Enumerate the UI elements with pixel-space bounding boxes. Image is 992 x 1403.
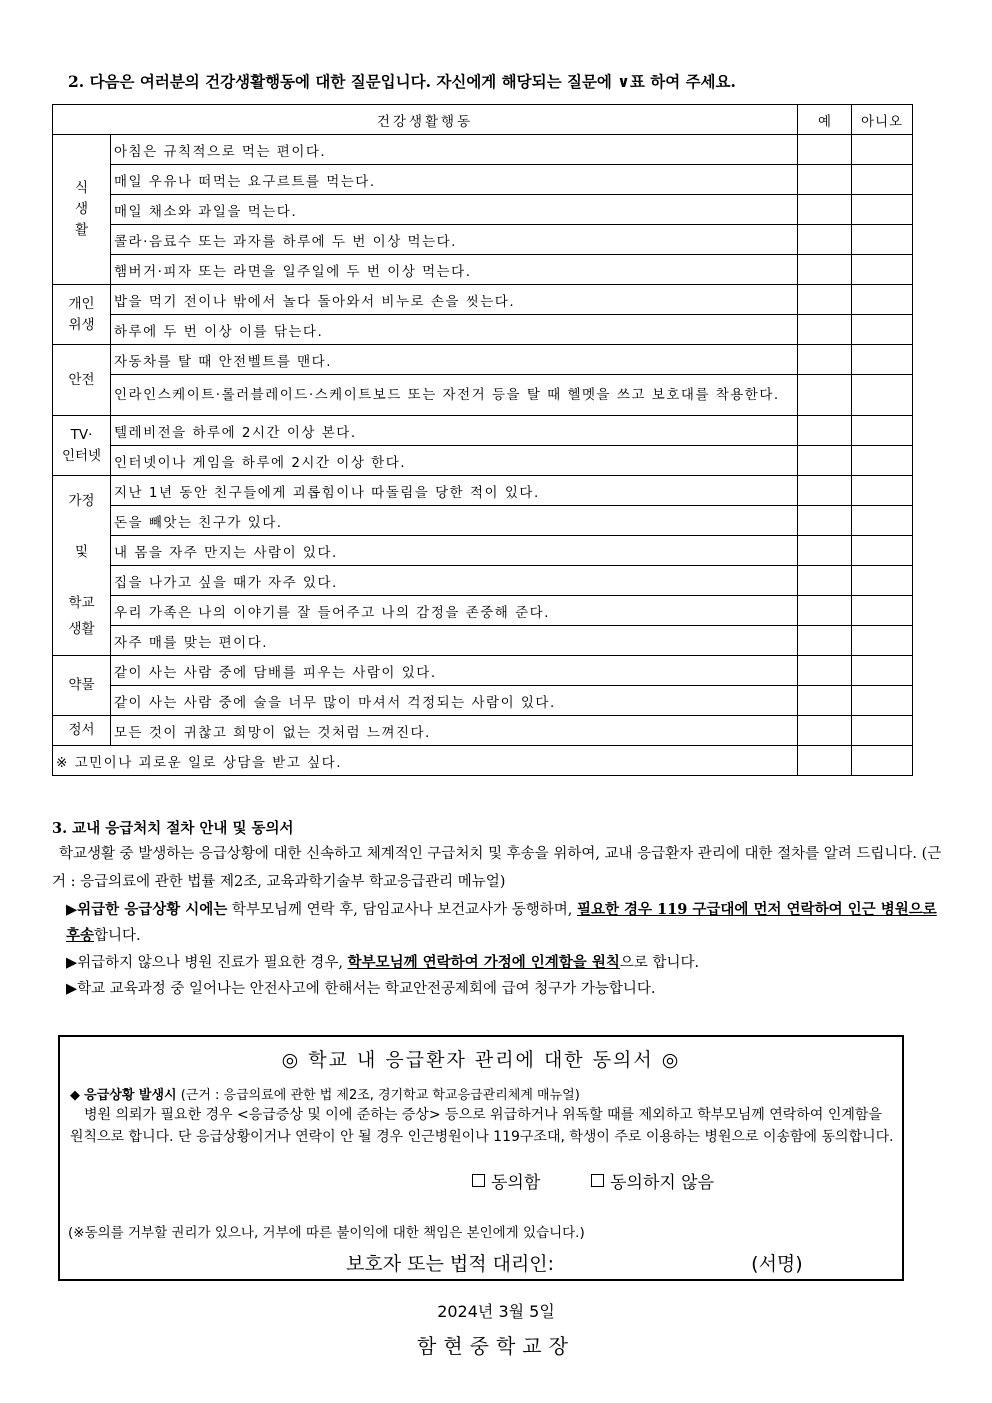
table-row [53,315,913,345]
question-cell: 모든 것이 귀찮고 희망이 없는 것처럼 느껴진다. [111,716,798,746]
header-no: 아니오 [852,105,913,135]
question-cell: 돈을 빼앗는 친구가 있다. [111,506,798,536]
question-cell: 내 몸을 자주 만지는 사람이 있다. [111,536,798,566]
table-row [53,255,913,285]
checkbox-icon [472,1174,485,1187]
table-row [53,536,913,566]
no-checkbox-cell[interactable] [852,135,913,165]
question-cell: 텔레비전을 하루에 2시간 이상 본다. [111,416,798,446]
question-cell: 같이 사는 사람 중에 담배를 피우는 사람이 있다. [111,656,798,686]
sign-label: (서명) [751,1253,803,1275]
no-checkbox-cell[interactable] [852,416,913,446]
yes-checkbox-cell[interactable] [798,746,852,776]
no-checkbox-cell[interactable] [852,255,913,285]
yes-checkbox-cell[interactable] [798,656,852,686]
question-cell: 같이 사는 사람 중에 술을 너무 많이 마셔서 걱정되는 사람이 있다. [111,686,798,716]
question-cell: 지난 1년 동안 친구들에게 괴롭힘이나 따돌림을 당한 적이 있다. [111,476,798,506]
yes-checkbox-cell[interactable] [798,536,852,566]
no-checkbox-cell[interactable] [852,375,913,416]
school-principal: 함현중학교장 [417,1334,575,1358]
table-row [53,596,913,626]
question-cell: 자주 매를 맞는 편이다. [111,626,798,656]
no-checkbox-cell[interactable] [852,195,913,225]
header-yes: 예 [798,105,852,135]
yes-checkbox-cell[interactable] [798,596,852,626]
table-row [53,716,913,746]
table-row [53,285,913,315]
question-cell: 밥을 먹기 전이나 밖에서 놀다 돌아와서 비누로 손을 씻는다. [111,285,798,315]
table-row [53,195,913,225]
agree-checkbox[interactable]: 동의함 [472,1173,540,1193]
arrow-icon: ▶ [66,981,78,997]
question-cell: 인터넷이나 게임을 하루에 2시간 이상 한다. [111,446,798,476]
yes-checkbox-cell[interactable] [798,195,852,225]
no-checkbox-cell[interactable] [852,656,913,686]
yes-checkbox-cell[interactable] [798,345,852,375]
table-row [53,746,913,776]
diamond-bullet-icon: ◆ [70,1088,80,1103]
health-behavior-table [52,104,913,776]
arrow-icon: ▶ [66,955,78,971]
table-row [53,345,913,375]
question-cell: 인라인스케이트·롤러블레이드·스케이트보드 또는 자전거 등을 탈 때 헬멧을 쓰고 보호대를 착용한다. [111,375,798,416]
question-cell: 콜라·음료수 또는 과자를 하루에 두 번 이상 먹는다. [111,225,798,255]
category-tv-internet: TV· 인터넷 [53,416,111,476]
category-safety: 안전 [53,345,111,416]
no-checkbox-cell[interactable] [852,596,913,626]
table-row [53,686,913,716]
consent-form-box [58,1035,904,1281]
table-row [53,656,913,686]
no-checkbox-cell[interactable] [852,315,913,345]
no-checkbox-cell[interactable] [852,506,913,536]
yes-checkbox-cell[interactable] [798,135,852,165]
yes-checkbox-cell[interactable] [798,446,852,476]
consent-basis: ◆ 응급상황 발생시 (근거 : 응급의료에 관한 법 제2조, 경기학교 학교응급관리체계 매뉴얼) [70,1088,580,1103]
yes-checkbox-cell[interactable] [798,626,852,656]
question-cell: 자동차를 탈 때 안전벨트를 맨다. [111,345,798,375]
table-row [53,135,913,165]
yes-checkbox-cell[interactable] [798,375,852,416]
table-row [53,375,913,416]
yes-checkbox-cell[interactable] [798,315,852,345]
header-activity: 건강생활행동 [53,105,798,135]
no-checkbox-cell[interactable] [852,566,913,596]
document-date: 2024년 3월 5일 [437,1302,555,1321]
bullet-non-emergency: ▶위급하지 않으나 병원 진료가 필요한 경우, 학부모님께 연락하여 가정에 인계함을 원칙으로 합니다. [66,954,700,971]
table-row [53,165,913,195]
category-diet: 식 생 활 [53,135,111,285]
yes-checkbox-cell[interactable] [798,686,852,716]
consent-body: 병원 의뢰가 필요한 경우 <응급증상 및 이에 준하는 증상> 등으로 위급하거나 위독할 때를 제외하고 학부모님께 연락하여 인계함을 원칙으로 합니다. 단 응급상황이거나 연락이 안 될 경우 인근병원이나 119구조대, 학생이 주로 이용하는 병원으로 이송함에 동의합니다. [70,1107,894,1145]
category-drugs: 약물 [53,656,111,716]
yes-checkbox-cell[interactable] [798,506,852,536]
section-3-intro: 학교생활 중 발생하는 응급상황에 대한 신속하고 체계적인 구급처치 및 후송을 위하여, 교내 응급환자 관리에 대한 절차를 알려 드립니다. (근거 : 응급의료에 관한 법률 제2조, 교육과학기술부 학교응급관리 메뉴얼) [52,846,942,890]
no-checkbox-cell[interactable] [852,345,913,375]
consent-notice: (※동의를 거부할 권리가 있으나, 거부에 따른 불이익에 대한 책임은 본인에게 있습니다.) [68,1225,585,1241]
yes-checkbox-cell[interactable] [798,225,852,255]
category-family-school: 가정 및 학교 생활 [53,476,111,656]
question-cell: 매일 채소와 과일을 먹는다. [111,195,798,225]
no-checkbox-cell[interactable] [852,626,913,656]
checkbox-icon [591,1174,604,1187]
question-cell: 햄버거·피자 또는 라면을 일주일에 두 번 이상 먹는다. [111,255,798,285]
section-3-title: 3. 교내 응급처치 절차 안내 및 동의서 [52,820,294,837]
question-cell: 집을 나가고 싶을 때가 자주 있다. [111,566,798,596]
consent-title: ◎ 학교 내 응급환자 관리에 대한 동의서 ◎ [281,1049,681,1071]
yes-checkbox-cell[interactable] [798,285,852,315]
signature-row [346,1249,803,1276]
counseling-note: ※ 고민이나 괴로운 일로 상담을 받고 싶다. [53,746,798,776]
disagree-checkbox[interactable]: 동의하지 않음 [591,1173,714,1193]
no-checkbox-cell[interactable] [852,716,913,746]
no-checkbox-cell[interactable] [852,225,913,255]
signer-label: 보호자 또는 법적 대리인: [346,1253,555,1275]
category-hygiene: 개인 위생 [53,285,111,345]
table-row [53,446,913,476]
no-checkbox-cell[interactable] [852,446,913,476]
table-row [53,225,913,255]
no-checkbox-cell[interactable] [852,165,913,195]
bullet-emergency: ▶위급한 응급상황 시에는 학부모님께 연락 후, 담임교사나 보건교사가 동행하며, 필요한 경우 119 구급대에 먼저 연락하여 인근 병원으로 후송합니다. [66,901,937,944]
yes-checkbox-cell[interactable] [798,165,852,195]
table-row [53,506,913,536]
yes-checkbox-cell[interactable] [798,716,852,746]
no-checkbox-cell[interactable] [852,686,913,716]
question-cell: 우리 가족은 나의 이야기를 잘 들어주고 나의 감정을 존중해 준다. [111,596,798,626]
no-checkbox-cell[interactable] [852,285,913,315]
table-row [53,416,913,446]
no-checkbox-cell[interactable] [852,746,913,776]
question-cell: 하루에 두 번 이상 이를 닦는다. [111,315,798,345]
no-checkbox-cell[interactable] [852,476,913,506]
no-checkbox-cell[interactable] [852,536,913,566]
arrow-icon: ▶ [66,902,78,918]
yes-checkbox-cell[interactable] [798,566,852,596]
table-row [53,626,913,656]
question-cell: 매일 우유나 떠먹는 요구르트를 먹는다. [111,165,798,195]
yes-checkbox-cell[interactable] [798,416,852,446]
category-emotion: 정서 [53,716,111,746]
table-header-row [53,105,913,135]
section-2-title: 2. 다음은 여러분의 건강생활행동에 대한 질문입니다. 자신에게 해당되는 질문에 ∨표 하여 주세요. [68,72,736,91]
table-row [53,476,913,506]
yes-checkbox-cell[interactable] [798,476,852,506]
question-cell: 아침은 규칙적으로 먹는 편이다. [111,135,798,165]
table-row [53,566,913,596]
yes-checkbox-cell[interactable] [798,255,852,285]
bullet-insurance: ▶학교 교육과정 중 일어나는 안전사고에 한해서는 학교안전공제회에 급여 청구가 가능합니다. [66,981,656,997]
agree-options [472,1168,714,1193]
